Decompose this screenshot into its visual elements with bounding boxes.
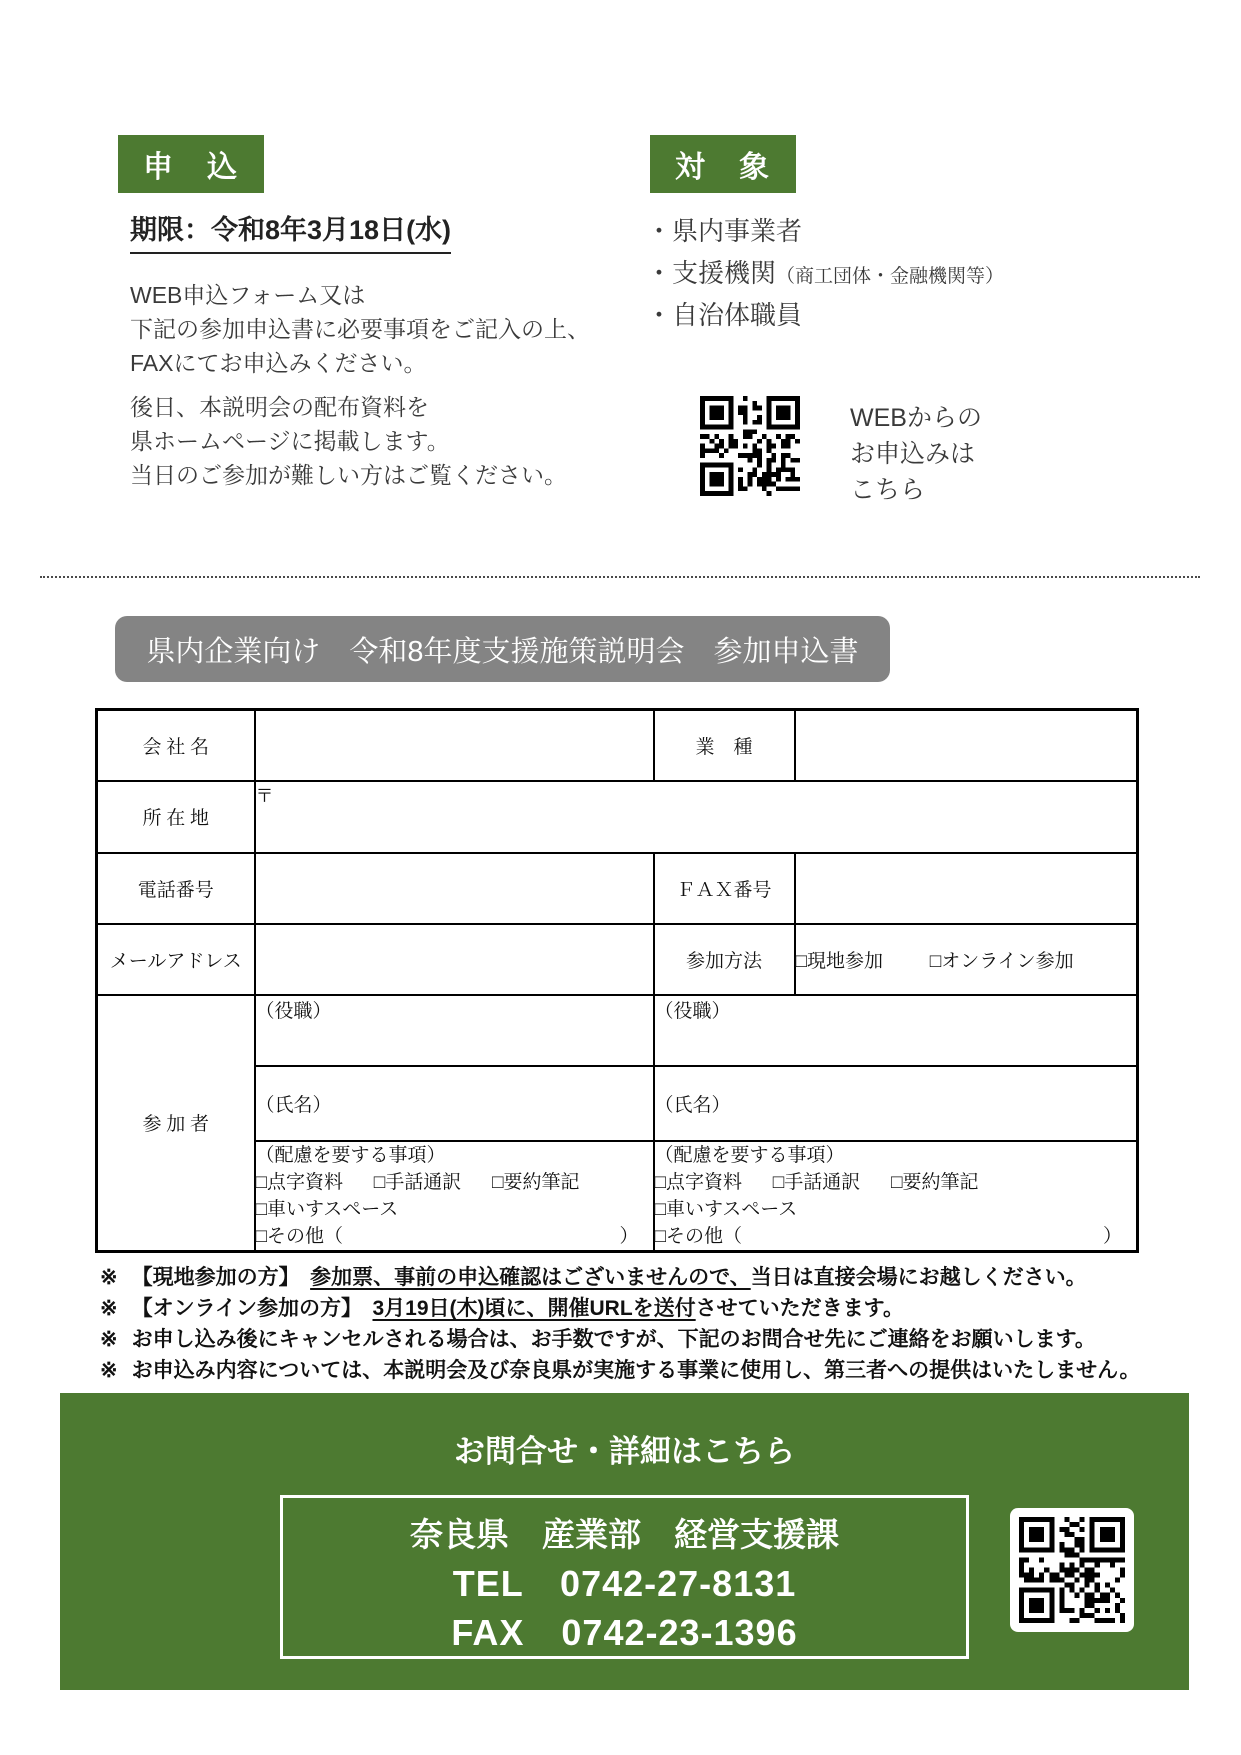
considerations-label: （配慮を要する事項） bbox=[255, 1144, 446, 1166]
participant1-name-field[interactable] bbox=[255, 1066, 654, 1141]
notes-list bbox=[100, 1262, 1140, 1386]
participant2-considerations-field bbox=[654, 1141, 1138, 1252]
checkbox-summary-writing-p1[interactable]: □要約筆記 bbox=[491, 1171, 580, 1193]
phone-label: 電話番号 bbox=[97, 853, 255, 924]
checkbox-braille-p1[interactable]: □点字資料 bbox=[255, 1171, 343, 1193]
contact-footer-title: お問合せ・詳細はこちら bbox=[454, 1434, 795, 1469]
contact-tel: TEL 0742-27-8131 bbox=[452, 1563, 797, 1604]
materials-notice-line1: 後日、本説明会の配布資料を bbox=[130, 394, 429, 420]
dotted-divider bbox=[40, 576, 1200, 578]
participant1-considerations-field bbox=[255, 1141, 654, 1252]
address-label: 所 在 地 bbox=[97, 781, 255, 853]
email-field[interactable] bbox=[255, 924, 654, 995]
name-label: （氏名） bbox=[654, 1094, 731, 1116]
application-deadline: 期限：令和8年3月18日(水) bbox=[130, 208, 451, 254]
name-label: （氏名） bbox=[255, 1094, 332, 1116]
checkbox-other-p2[interactable]: □その他（ ） bbox=[654, 1225, 1122, 1247]
checkbox-wheelchair-p2[interactable]: □車いすスペース bbox=[654, 1198, 798, 1220]
checkbox-online[interactable]: □オンライン参加 bbox=[929, 950, 1074, 972]
apply-instructions bbox=[130, 278, 590, 380]
email-label: メールアドレス bbox=[97, 924, 255, 995]
checkbox-sign-language-p1[interactable]: □手話通訳 bbox=[373, 1171, 462, 1193]
target-item-business: ・県内事業者 bbox=[646, 216, 803, 246]
form-title-bar: 県内企業向け 令和8年度支援施策説明会 参加申込書 bbox=[115, 616, 890, 682]
participants-label: 参 加 者 bbox=[97, 995, 255, 1252]
note-onsite: ※ 【現地参加の方】 参加票、事前の申込確認はございませんので、当日は直接会場にお越しください。 bbox=[100, 1266, 1087, 1289]
company-name-label: 会 社 名 bbox=[97, 710, 255, 781]
address-field[interactable] bbox=[255, 781, 1138, 853]
checkbox-summary-writing-p2[interactable]: □要約筆記 bbox=[890, 1171, 979, 1193]
participant1-position-field[interactable] bbox=[255, 995, 654, 1066]
apply-instructions-line2: 下記の参加申込書に必要事項をご記入の上、 bbox=[130, 316, 590, 342]
note-cancel: ※ お申し込み後にキャンセルされる場合は、お手数ですが、下記のお問合せ先にご連絡をお願いします。 bbox=[100, 1328, 1096, 1351]
target-item-support-org: ・支援機関（商工団体・金融機関等） bbox=[646, 258, 1005, 288]
checkbox-wheelchair-p1[interactable]: □車いすスペース bbox=[255, 1198, 399, 1220]
considerations-label: （配慮を要する事項） bbox=[654, 1144, 845, 1166]
apply-section-badge: 申 込 bbox=[118, 135, 264, 193]
participant2-position-field[interactable] bbox=[654, 995, 1138, 1066]
participation-method-label: 参加方法 bbox=[654, 924, 795, 995]
target-section-badge: 対 象 bbox=[650, 135, 796, 193]
target-audience-list bbox=[646, 212, 1004, 338]
target-item-municipal-staff: ・自治体職員 bbox=[646, 300, 803, 330]
web-apply-qr-caption: WEBからの お申込みは こちら bbox=[850, 404, 982, 504]
industry-field[interactable] bbox=[795, 710, 1138, 781]
contact-organization: 奈良県 産業部 経営支援課 bbox=[410, 1516, 839, 1553]
checkbox-onsite[interactable]: □現地参加 bbox=[795, 950, 883, 972]
industry-label: 業 種 bbox=[654, 710, 795, 781]
position-label: （役職） bbox=[255, 1000, 332, 1022]
checkbox-sign-language-p2[interactable]: □手話通訳 bbox=[772, 1171, 861, 1193]
materials-notice-line3: 当日のご参加が難しい方はご覧ください。 bbox=[130, 462, 567, 488]
materials-notice-line2: 県ホームページに掲載します。 bbox=[130, 428, 450, 454]
contact-info-box bbox=[280, 1495, 969, 1659]
company-name-field[interactable] bbox=[255, 710, 654, 781]
fax-field[interactable] bbox=[795, 853, 1138, 924]
application-form-table bbox=[95, 708, 1139, 1253]
phone-field[interactable] bbox=[255, 853, 654, 924]
position-label: （役職） bbox=[654, 1000, 731, 1022]
note-online: ※ 【オンライン参加の方】 3月19日(木)頃に、開催URLを送付させていただきます。 bbox=[100, 1297, 904, 1320]
fax-label: ＦＡＸ番号 bbox=[654, 853, 795, 924]
checkbox-braille-p2[interactable]: □点字資料 bbox=[654, 1171, 742, 1193]
apply-instructions-line3: FAXにてお申込みください。 bbox=[130, 350, 427, 376]
contact-qr-code-icon bbox=[1010, 1508, 1134, 1632]
apply-instructions-line1: WEB申込フォーム又は bbox=[130, 282, 366, 308]
note-privacy: ※ お申込み内容については、本説明会及び奈良県が実施する事業に使用し、第三者への提供はいたしません。 bbox=[100, 1359, 1141, 1382]
participant2-name-field[interactable] bbox=[654, 1066, 1138, 1141]
participation-method-field bbox=[795, 924, 1138, 995]
materials-notice bbox=[130, 390, 567, 492]
postal-mark: 〒 bbox=[255, 785, 274, 806]
contact-fax: FAX 0742-23-1396 bbox=[451, 1612, 798, 1653]
contact-footer bbox=[60, 1393, 1189, 1690]
checkbox-other-p1[interactable]: □その他（ ） bbox=[255, 1225, 639, 1247]
web-apply-qr-code-icon bbox=[700, 396, 800, 496]
